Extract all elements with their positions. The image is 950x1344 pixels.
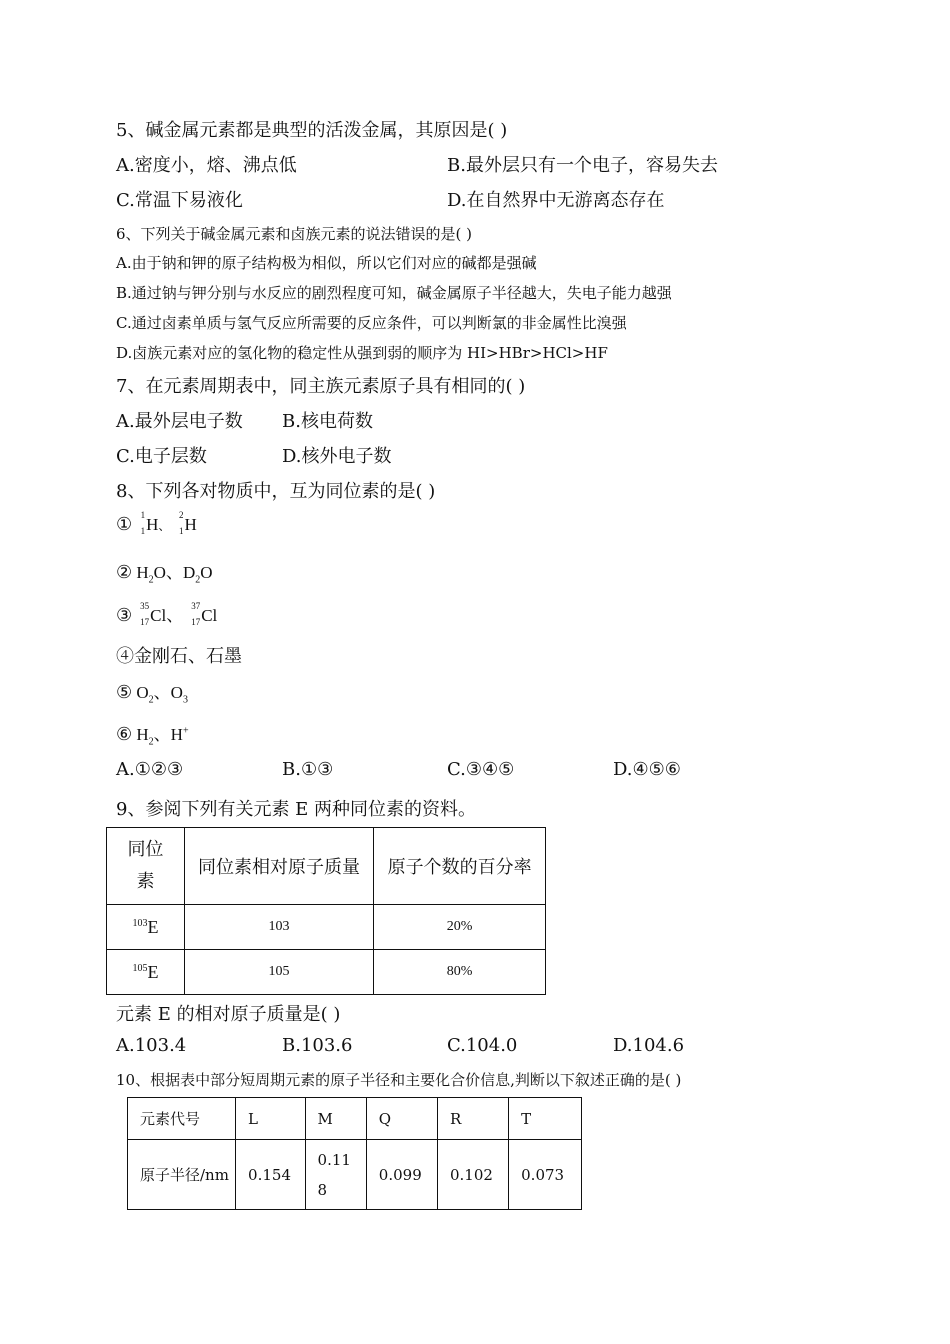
q10-radius-l: 0.154 — [236, 1140, 306, 1210]
q6-option-d: D.卤族元素对应的氢化物的稳定性从强到弱的顺序为 HI>HBr>HCl>HF — [116, 344, 608, 362]
q10-header-l: L — [236, 1098, 306, 1140]
q9-isotope-table — [106, 827, 546, 995]
q9-option-a: A.103.4 — [116, 1035, 187, 1056]
q9-option-d: D.104.6 — [613, 1035, 685, 1056]
q9-stem: 9、参阅下列有关元素 E 两种同位素的资料。 — [116, 799, 477, 820]
q8-item-5-number: ⑤ — [116, 682, 133, 703]
isotope-105-mass-number: 105 — [132, 962, 148, 974]
q7-option-d: D.核外电子数 — [282, 446, 392, 467]
q8-item-3-separator: 、 — [166, 606, 184, 625]
q9-row1-mass: 103 — [184, 905, 373, 950]
q10-radius-m-line2: 8 — [317, 1180, 328, 1199]
q7-option-a: A.最外层电子数 — [116, 411, 243, 432]
q8-item-5-separator: 、 — [153, 683, 171, 702]
q8-item-6-number: ⑥ — [116, 724, 133, 745]
q9-header-percent: 原子个数的百分率 — [374, 828, 546, 905]
q7-option-b: B.核电荷数 — [282, 411, 373, 432]
q8-item-3-number: ③ — [116, 605, 133, 626]
isotope-105-symbol: E — [147, 961, 159, 982]
q10-radius-m-line1: 0.11 — [317, 1150, 351, 1169]
q5-option-b: B.最外层只有一个电子，容易失去 — [447, 155, 718, 176]
q10-header-r: R — [437, 1098, 508, 1140]
formula-o3: $O_3$ — [170, 683, 188, 706]
q8-item-4 — [116, 642, 242, 668]
q9-header-isotope — [107, 828, 185, 905]
q10-radius-r: 0.102 — [437, 1140, 508, 1210]
q5-stem: 5、碱金属元素都是典型的活泼金属，其原因是( ) — [116, 120, 508, 141]
q8-item-2-separator: 、 — [165, 563, 183, 582]
q10-row-radius-label: 原子半径/nm — [128, 1140, 236, 1210]
q7-stem: 7、在元素周期表中，同主族元素原子具有相同的( ) — [116, 376, 526, 397]
q9-question: 元素 E 的相对原子质量是( ) — [116, 1004, 341, 1025]
q9-row2-mass: 105 — [184, 950, 373, 995]
isotope-103-e — [107, 905, 185, 950]
q6-option-b: B.通过钠与钾分别与水反应的剧烈程度可知，碱金属原子半径越大，失电子能力越强 — [116, 284, 672, 302]
q9-row1-percent: 20% — [374, 905, 546, 950]
q8-option-a: A.①②③ — [116, 759, 184, 780]
q9-option-b: B.103.6 — [282, 1035, 353, 1056]
q10-header-t: T — [509, 1098, 582, 1140]
table-row — [128, 1140, 582, 1210]
q10-header-m: M — [305, 1098, 366, 1140]
q8-item-3 — [116, 601, 217, 626]
q6-option-c: C.通过卤素单质与氢气反应所需要的反应条件，可以判断氯的非金属性比溴强 — [116, 314, 627, 332]
q8-item-6 — [116, 720, 189, 748]
q8-item-6-separator: 、 — [153, 725, 171, 744]
q5-option-a: A.密度小，熔、沸点低 — [116, 155, 297, 176]
isotope-103-symbol: E — [147, 916, 159, 937]
q8-item-4-text: 金刚石、石墨 — [134, 646, 242, 667]
table-row — [107, 905, 546, 950]
isotope-103-mass-number: 103 — [132, 917, 148, 929]
isotope-2-1-h: 2 1 H — [178, 510, 197, 536]
q10-radius-t: 0.073 — [509, 1140, 582, 1210]
q8-option-d: D.④⑤⑥ — [613, 759, 681, 780]
table-row — [128, 1098, 582, 1140]
q8-item-2-number: ② — [116, 562, 133, 583]
formula-o2: $O_2$ — [132, 683, 154, 706]
q6-stem: 6、下列关于碱金属元素和卤族元素的说法错误的是( ) — [116, 225, 473, 243]
table-row — [107, 828, 546, 905]
table-row — [107, 950, 546, 995]
q8-stem: 8、下列各对物质中，互为同位素的是( ) — [116, 481, 436, 502]
q10-header-code: 元素代号 — [128, 1098, 236, 1140]
q8-item-2 — [116, 558, 213, 586]
q10-element-table — [127, 1097, 582, 1210]
formula-d2o: $D_2O$ — [182, 563, 213, 586]
q10-header-q: Q — [366, 1098, 437, 1140]
q8-item-1-separator: 、 — [158, 519, 171, 533]
q5-option-c: C.常温下易液化 — [116, 190, 243, 211]
q9-header-isotope-line2: 素 — [136, 871, 155, 892]
q8-item-1 — [116, 510, 197, 536]
q10-stem: 10、根据表中部分短周期元素的原子半径和主要化合价信息,判断以下叙述正确的是( ) — [116, 1071, 682, 1089]
formula-h2o: $H_2O$ — [132, 563, 166, 586]
isotope-105-e — [107, 950, 185, 995]
isotope-1-1-h: 1 1 H — [140, 510, 159, 536]
q10-radius-m — [305, 1140, 366, 1210]
q9-row2-percent: 80% — [374, 950, 546, 995]
q10-radius-q: 0.099 — [366, 1140, 437, 1210]
q7-option-c: C.电子层数 — [116, 446, 207, 467]
isotope-cl-35: 35 17 Cl — [140, 601, 167, 627]
q8-option-c: C.③④⑤ — [447, 759, 515, 780]
q8-item-4-number: ④ — [116, 646, 134, 667]
q8-item-5 — [116, 678, 188, 706]
q5-option-d: D.在自然界中无游离态存在 — [447, 190, 665, 211]
q9-option-c: C.104.0 — [447, 1035, 518, 1056]
formula-h-plus: H+ — [170, 725, 189, 744]
q9-header-mass: 同位素相对原子质量 — [184, 828, 373, 905]
q8-option-b: B.①③ — [282, 759, 334, 780]
q6-option-a: A.由于钠和钾的原子结构极为相似，所以它们对应的碱都是强碱 — [116, 254, 537, 272]
q8-item-1-number: ① — [116, 514, 133, 535]
isotope-cl-37: 37 17 Cl — [191, 601, 218, 627]
q9-header-isotope-line1: 同位 — [127, 839, 164, 860]
formula-h2: $H_2$ — [132, 725, 154, 748]
